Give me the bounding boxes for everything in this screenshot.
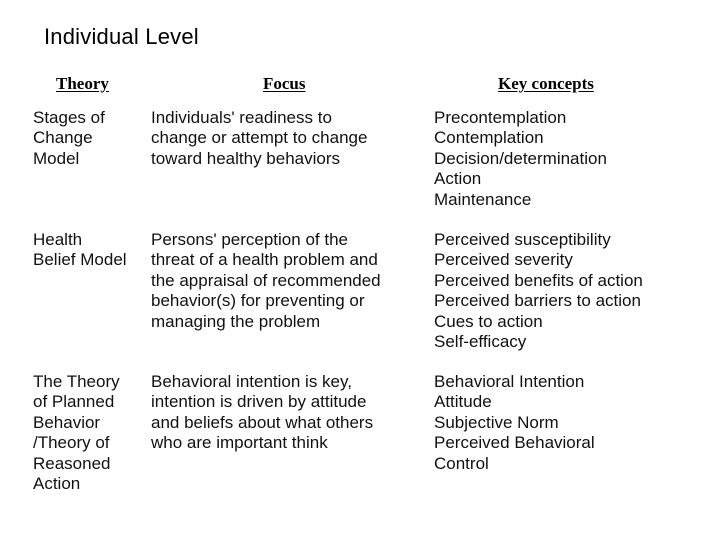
row-3-focus-line: who are important think	[151, 433, 328, 453]
row-3-concept-item: Control	[434, 453, 489, 473]
row-3-theory-line: /Theory of	[33, 433, 110, 453]
row-3-concepts-cell	[434, 372, 595, 474]
row-3-theory-line: Behavior	[33, 412, 101, 432]
slide-title: Individual Level	[44, 24, 199, 49]
row-1-concepts-cell	[434, 108, 607, 210]
row-1-focus-line: Individuals' readiness to	[151, 108, 332, 127]
row-1-concept-item: Decision/determination	[434, 148, 607, 168]
row-2-theory-line: Belief Model	[33, 250, 127, 270]
row-3-concept-item: Behavioral Intention	[434, 372, 585, 391]
row-3-theory-line: Reasoned	[33, 453, 111, 473]
row-2-focus-cell	[151, 230, 381, 332]
row-1-concept-item: Contemplation	[434, 128, 544, 148]
row-3-theory-line: The Theory	[33, 372, 120, 391]
row-1-theory-line: Change	[33, 128, 93, 148]
row-3-concept-item: Subjective Norm	[434, 412, 559, 432]
row-2-focus-line: the appraisal of recommended	[151, 270, 381, 290]
row-2-theory-line: Health	[33, 230, 83, 249]
row-3-theory-line: Action	[33, 474, 81, 494]
row-2-focus-line: behavior(s) for preventing or	[151, 291, 365, 311]
row-3-concept-item: Perceived Behavioral	[434, 433, 595, 453]
key-concepts-column-header: Key concepts	[498, 74, 594, 93]
row-3-focus-line: intention is driven by attitude	[151, 392, 367, 412]
row-2-focus-line: managing the problem	[151, 311, 321, 331]
row-2-concept-item: Cues to action	[434, 311, 543, 331]
row-2-theory-cell	[33, 230, 127, 271]
row-3-concept-item: Attitude	[434, 392, 492, 412]
row-1-focus-cell	[151, 108, 367, 169]
row-1-concept-item: Action	[434, 169, 482, 189]
row-1-concept-item: Maintenance	[434, 189, 532, 209]
row-2-focus-line: Persons' perception of the	[151, 230, 348, 249]
row-1-theory-cell	[33, 108, 105, 169]
row-1-concept-item: Precontemplation	[434, 108, 567, 127]
row-2-focus-line: threat of a health problem and	[151, 250, 378, 270]
row-3-focus-line: Behavioral intention is key,	[151, 372, 352, 391]
theory-column-header: Theory	[56, 74, 109, 93]
row-3-focus-cell	[151, 372, 373, 454]
row-3-theory-cell	[33, 372, 120, 494]
row-2-concept-item: Perceived severity	[434, 250, 573, 270]
row-2-concept-item: Perceived susceptibility	[434, 230, 611, 249]
row-2-concept-item: Self-efficacy	[434, 332, 527, 352]
row-3-focus-line: and beliefs about what others	[151, 412, 374, 432]
row-1-focus-line: toward healthy behaviors	[151, 148, 341, 168]
row-2-concept-item: Perceived benefits of action	[434, 270, 643, 290]
focus-column-header: Focus	[263, 74, 306, 93]
row-1-focus-line: change or attempt to change	[151, 128, 368, 148]
row-2-concepts-cell	[434, 230, 643, 352]
row-2-concept-item: Perceived barriers to action	[434, 291, 641, 311]
row-1-theory-line: Stages of	[33, 108, 105, 127]
row-3-theory-line: of Planned	[33, 392, 115, 412]
row-1-theory-line: Model	[33, 148, 80, 168]
